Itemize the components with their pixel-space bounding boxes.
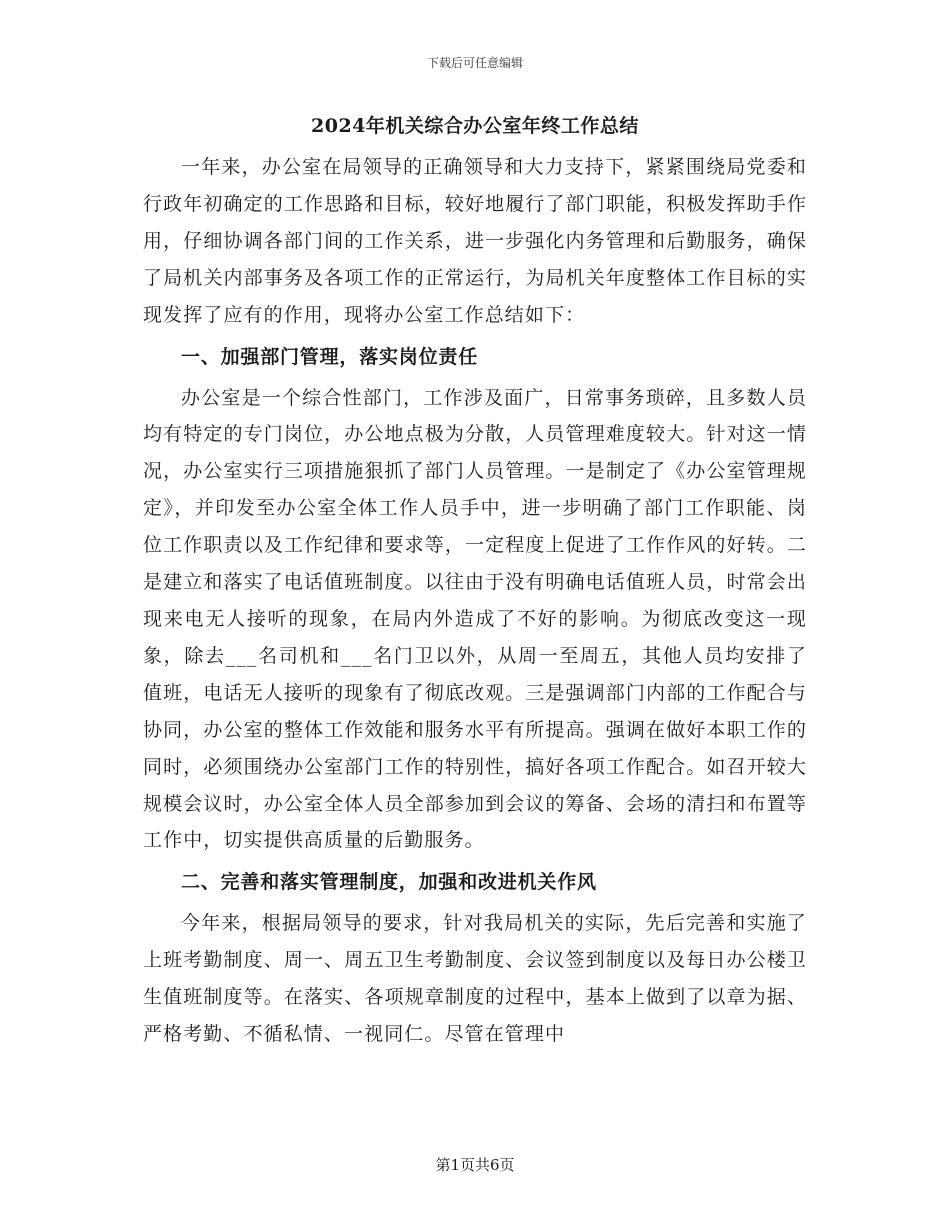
intro-paragraph: 一年来，办公室在局领导的正确领导和大力支持下，紧紧围绕局党委和行政年初确定的工作思路和目标，较好地履行了部门职能，积极发挥助手作用，仔细协调各部门间的工作关系，进一步强化内务管理和后勤服务，确保了局机关内部事务及各项工作的正常运行，为局机关年度整体工作目标的实现发挥了应有的作用，现将办公室工作总结如下： [143,156,807,326]
document-title: 2024年机关综合办公室年终工作总结 [311,115,639,137]
section-heading-2: 二、完善和落实管理制度，加强和改进机关作风 [181,871,597,894]
document-body [143,108,807,1053]
header-note: 下载后可任意编辑 [426,56,523,70]
page-number: 第1页共6页 [435,1156,515,1174]
section-body-2: 今年来，根据局领导的要求，针对我局机关的实际，先后完善和实施了上班考勤制度、周一、周五卫生考勤制度、会议签到制度以及每日办公楼卫生值班制度等。在落实、各项规章制度的过程中，基本上做到了以章为据、严格考勤、不循私情、一视同仁。尽管在管理中 [143,912,807,1046]
section-heading-1: 一、加强部门管理，落实岗位责任 [181,345,479,368]
section-body-1: 办公室是一个综合性部门，工作涉及面广，日常事务琐碎，且多数人员均有特定的专门岗位，办公地点极为分散，人员管理难度较大。针对这一情况，办公室实行三项措施狠抓了部门人员管理。一是制定了《办公室管理规定》，并印发至办公室全体工作人员手中，进一步明确了部门工作职能、岗位工作职责以及工作纪律和要求等，一定程度上促进了工作作风的好转。二是建立和落实了电话值班制度。以往由于没有明确电话值班人员，时常会出现来电无人接听的现象，在局内外造成了不好的影响。为彻底改变这一现象，除去___名司机和___名门卫以外，从周一至周五，其他人员均安排了值班，电话无人接听的现象有了彻底改观。三是强调部门内部的工作配合与协同，办公室的整体工作效能和服务水平有所提高。强调在做好本职工作的同时，必须围绕办公室部门工作的特别性，搞好各项工作配合。如召开较大规模会议时，办公室全体人员全部参加到会议的筹备、会场的清扫和布置等工作中，切实提供高质量的后勤服务。 [143,386,807,852]
